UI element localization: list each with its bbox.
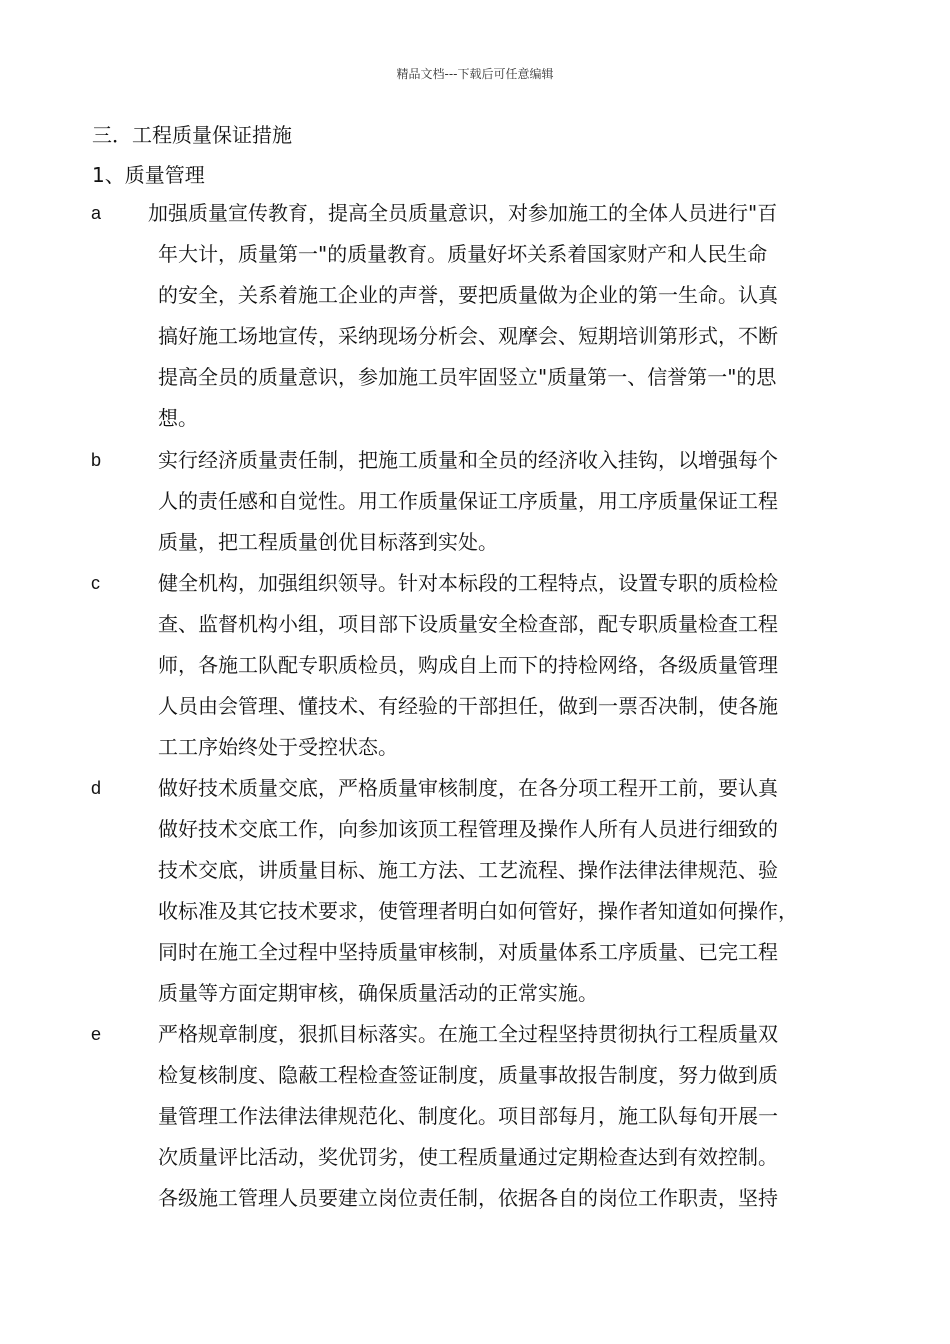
paragraph-line: 工工序始终处于受控状态。 xyxy=(158,735,398,759)
paragraph-line: 实行经济质量责任制，把施工质量和全员的经济收入挂钩，以增强每个 xyxy=(158,448,778,472)
paragraph-line: 质量等方面定期审核，确保质量活动的正常实施。 xyxy=(158,981,598,1005)
paragraph-line: 质量，把工程质量创优目标落到实处。 xyxy=(158,530,498,554)
subsection-title: 1、质量管理 xyxy=(92,163,205,187)
paragraph-line: 查、监督机构小组，项目部下设质量安全检查部，配专职质量检查工程 xyxy=(158,612,778,636)
paragraph-line: 收标准及其它技术要求，使管理者明白如何管好，操作者知道如何操作， xyxy=(158,899,798,923)
paragraph-line: 年大计，质量第一"的质量教育。质量好坏关系着国家财产和人民生命 xyxy=(158,242,768,266)
paragraph-line: 健全机构，加强组织领导。针对本标段的工程特点，设置专职的质检检 xyxy=(158,571,778,595)
paragraph-line: 同时在施工全过程中坚持质量审核制，对质量体系工序质量、已完工程 xyxy=(158,940,778,964)
paragraph-line: 各级施工管理人员要建立岗位责任制，依据各自的岗位工作职责，坚持 xyxy=(158,1186,778,1210)
paragraph-line: 量管理工作法律法律规范化、制度化。项目部每月，施工队每旬开展一 xyxy=(158,1104,778,1128)
paragraph-line: 提高全员的质量意识，参加施工员牢固竖立"质量第一、信誉第一"的思 xyxy=(158,365,777,389)
paragraph-line: 人员由会管理、懂技术、有经验的干部担任，做到一票否决制，使各施 xyxy=(158,694,778,718)
paragraph-line: 检复核制度、隐蔽工程检查签证制度，质量事故报告制度，努力做到质 xyxy=(158,1063,778,1087)
paragraph-body xyxy=(158,768,878,1014)
paragraph-line: 想。 xyxy=(158,406,198,430)
paragraph-line: 师，各施工队配专职质检员，购成自上而下的持检网络，各级质量管理 xyxy=(158,653,778,677)
paragraph-body xyxy=(148,193,878,439)
paragraph-line: 搞好施工场地宣传，采纳现场分析会、观摩会、短期培训第形式，不断 xyxy=(158,324,778,348)
paragraph-line: 加强质量宣传教育，提高全员质量意识，对参加施工的全体人员进行"百 xyxy=(148,201,778,225)
section-title: 三．工程质量保证措施 xyxy=(92,123,292,147)
page-header: 精品文档---下载后可任意编辑 xyxy=(396,67,554,81)
paragraph-line: 的安全，关系着施工企业的声誉，要把质量做为企业的第一生命。认真 xyxy=(158,283,778,307)
paragraph-line: 做好技术质量交底，严格质量审核制度，在各分项工程开工前，要认真 xyxy=(158,776,778,800)
paragraph-label: a xyxy=(91,203,102,223)
paragraph-line: 严格规章制度，狠抓目标落实。在施工全过程坚持贯彻执行工程质量双 xyxy=(158,1022,778,1046)
paragraph-body xyxy=(158,563,878,768)
paragraph-line: 人的责任感和自觉性。用工作质量保证工序质量，用工序质量保证工程 xyxy=(158,489,778,513)
paragraph-line: 技术交底，讲质量目标、施工方法、工艺流程、操作法律法律规范、验 xyxy=(158,858,778,882)
paragraph-body xyxy=(158,440,878,563)
paragraph-line: 做好技术交底工作，向参加该顶工程管理及操作人所有人员进行细致的 xyxy=(158,817,778,841)
paragraph-label: c xyxy=(91,573,100,593)
paragraph-label: b xyxy=(91,450,102,470)
paragraph-label: d xyxy=(91,778,102,798)
paragraph-line: 次质量评比活动，奖优罚劣，使工程质量通过定期检查达到有效控制。 xyxy=(158,1145,778,1169)
paragraph-body xyxy=(158,1014,878,1219)
paragraph-label: e xyxy=(91,1024,102,1044)
